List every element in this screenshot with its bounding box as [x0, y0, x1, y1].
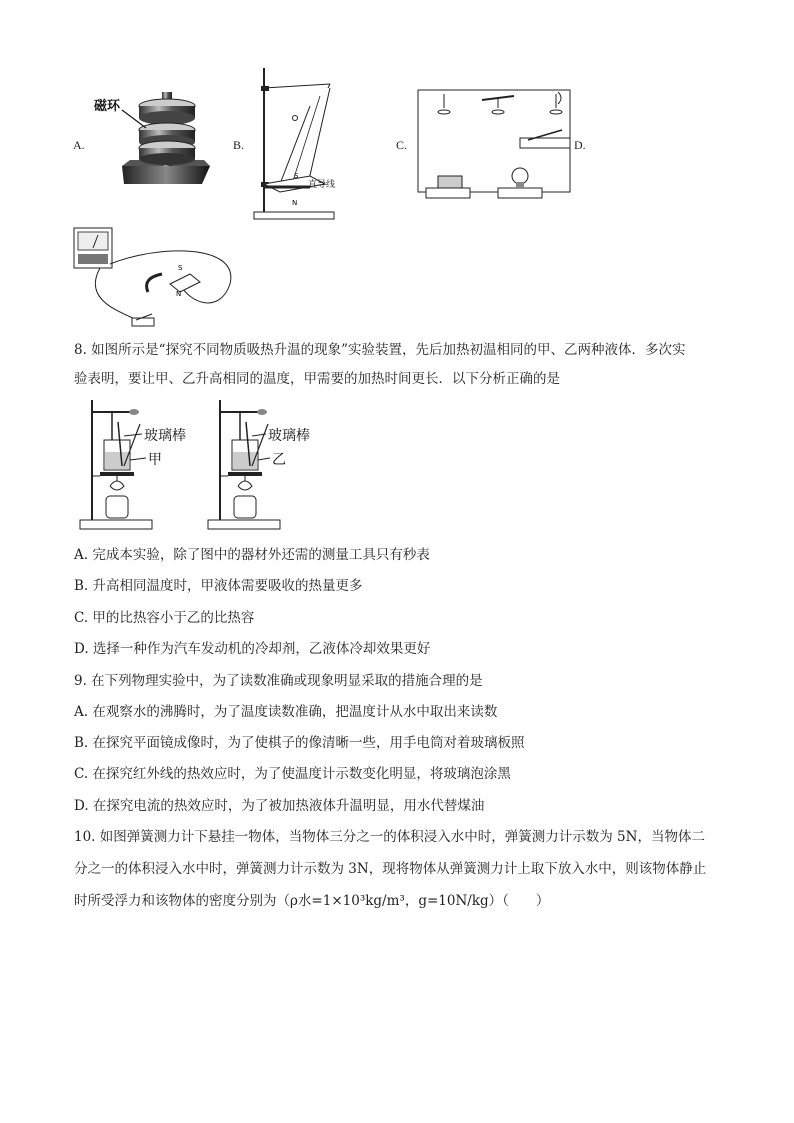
q10-stem-line-2: 分之一的体积浸入水中时，弹簧测力计示数为 3N，现将物体从弹簧测力计上取下放入水中，则该物体静止	[74, 861, 707, 877]
switch-small	[132, 318, 154, 326]
coil-base	[426, 188, 470, 198]
svg-text:N: N	[292, 199, 298, 207]
apparatus-right	[208, 400, 310, 529]
q8-option-b[interactable]: B. 升高相同温度时，甲液体需要吸收的热量更多	[74, 578, 363, 594]
heating-apparatus-figure	[78, 396, 348, 532]
rod-label-right: 玻璃棒	[268, 428, 310, 444]
option-c-label: C.	[396, 138, 408, 152]
u-magnet	[170, 274, 200, 292]
q8-option-c[interactable]: C. 甲的比热容小于乙的比热容	[74, 610, 255, 626]
stand-base	[254, 212, 334, 219]
lamp-base	[498, 188, 542, 198]
liquid-label-right: 乙	[272, 452, 286, 468]
alcohol-lamp-left	[106, 496, 128, 518]
coil	[438, 176, 462, 188]
circuit-figure	[416, 84, 576, 204]
q9-option-b[interactable]: B. 在探究平面镜成像时，为了使棋子的像清晰一些，用手电筒对着玻璃板照	[74, 735, 525, 751]
q10-stem-line-1: 10. 如图弹簧测力计下悬挂一物体，当物体三分之一的体积浸入水中时，弹簧测力计示数为 5N，当物体二	[74, 829, 705, 845]
base-block	[122, 166, 210, 184]
q10-stem-line-3: 时所受浮力和该物体的密度分别为（ρ水=1×10³kg/m³，g=10N/kg）（ ）	[74, 893, 550, 909]
ring-label: 磁环	[94, 99, 121, 114]
magnet-ring-figure	[92, 88, 222, 188]
apparatus-left	[80, 400, 186, 529]
svg-text:S: S	[178, 264, 183, 272]
lamp	[512, 168, 528, 184]
q8-stem-line-1: 8. 如图所示是“探究不同物质吸热升温的现象”实验装置，先后加热初温相同的甲、乙两种液体．多次实	[74, 342, 686, 358]
option-b-label: B.	[233, 138, 245, 152]
svg-text:N: N	[176, 290, 182, 298]
galvanometer-figure	[70, 224, 240, 334]
q9-option-c[interactable]: C. 在探究红外线的热效应时，为了使温度计示数变化明显，将玻璃泡涂黑	[74, 766, 511, 782]
q8-stem-line-2: 验表明，要让甲、乙升高相同的温度，甲需要的加热时间更长．以下分析正确的是	[74, 371, 560, 387]
svg-text:S: S	[294, 172, 299, 180]
q8-option-a[interactable]: A. 完成本实验，除了图中的器材外还需的测量工具只有秒表	[74, 547, 430, 563]
wire-label: 直导线	[308, 180, 336, 190]
coil-wire	[110, 251, 231, 303]
straight-wire-figure	[250, 66, 360, 224]
switch	[520, 138, 570, 148]
q9-stem: 9. 在下列物理实验中，为了读数准确或现象明显采取的措施合理的是	[74, 673, 483, 689]
q8-option-d[interactable]: D. 选择一种作为汽车发动机的冷却剂，乙液体冷却效果更好	[74, 641, 431, 657]
alcohol-lamp-right	[234, 496, 256, 518]
q9-option-d[interactable]: D. 在探究电流的热效应时，为了被加热液体升温明显，用水代替煤油	[74, 798, 485, 814]
q9-option-a[interactable]: A. 在观察水的沸腾时，为了温度读数准确，把温度计从水中取出来读数	[74, 704, 498, 720]
option-d-label: D.	[574, 138, 586, 152]
liquid-label-left: 甲	[148, 452, 162, 468]
option-a-label: A.	[73, 138, 85, 152]
rod-label-left: 玻璃棒	[144, 428, 186, 444]
